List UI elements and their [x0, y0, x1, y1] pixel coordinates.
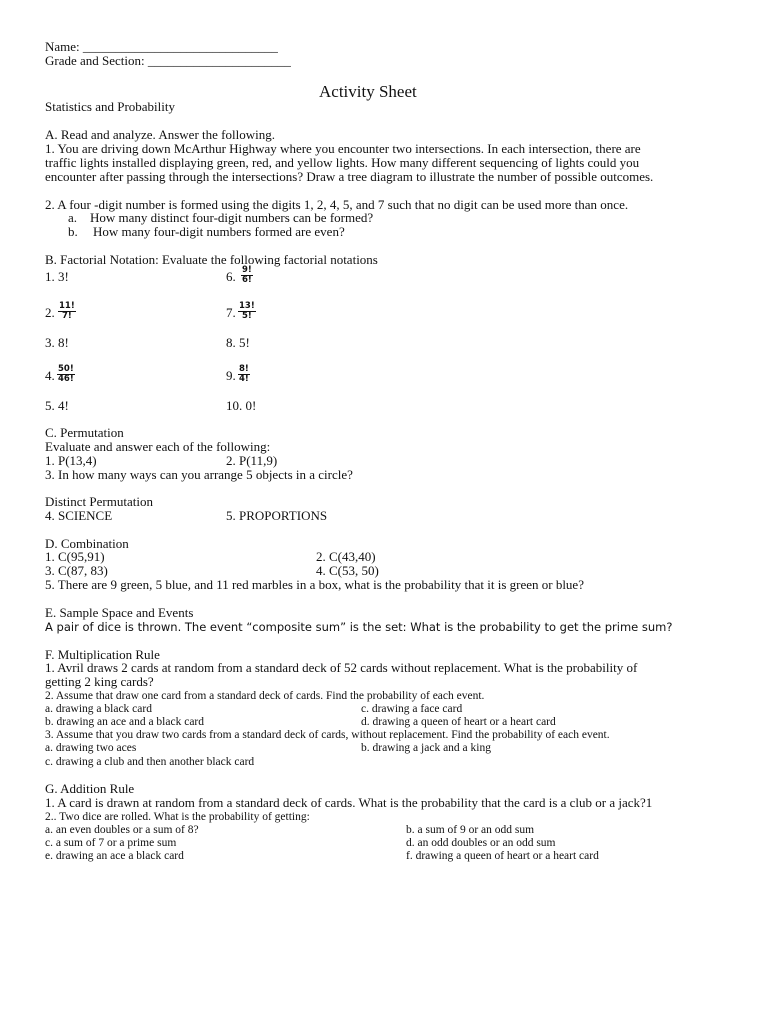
section-e-heading: E. Sample Space and Events: [45, 605, 194, 620]
permutation-item-1: 1. P(13,4): [45, 453, 97, 468]
section-a-heading: A. Read and analyze. Answer the following.: [45, 127, 275, 142]
factorial-item-6-fraction: [241, 266, 253, 285]
factorial-item-8: 8. 5!: [226, 335, 250, 350]
multiplication-q2b: b. drawing an ace and a black card: [45, 716, 205, 728]
multiplication-q2: 2. Assume that draw one card from a standard deck of cards. Find the probability of each event.: [45, 690, 485, 702]
section-a-q2a-marker: a.: [68, 210, 78, 225]
sample-space-question: A pair of dice is thrown. The event “composite sum” is the set: What is the probability to get the prime sum?: [45, 620, 673, 634]
multiplication-q2a: a. drawing a black card: [45, 703, 152, 715]
fraction-numerator: 13!: [239, 301, 255, 311]
factorial-item-6-label: 6.: [226, 269, 236, 284]
section-a-q1-line3: encounter after passing through the intersections? Draw a tree diagram to illustrate the number of possible outcomes.: [45, 169, 654, 184]
multiplication-q3b: b. drawing a jack and a king: [361, 742, 491, 754]
fraction-numerator: 8!: [239, 364, 249, 374]
addition-q2e: e. drawing an ace a black card: [45, 850, 184, 862]
name-field-line: Name: ______________________________: [45, 39, 278, 54]
fraction-denominator: 4!: [239, 374, 249, 384]
permutation-item-5: 5. PROPORTIONS: [226, 508, 328, 523]
fraction-denominator: 6!: [242, 275, 252, 285]
factorial-item-1: 1. 3!: [45, 269, 69, 284]
addition-q2b: b. a sum of 9 or an odd sum: [406, 824, 535, 836]
combination-item-2: 2. C(43,40): [316, 549, 376, 564]
addition-q2d: d. an odd doubles or an odd sum: [406, 837, 556, 849]
fraction-denominator: 7!: [61, 311, 72, 321]
multiplication-q2d: d. drawing a queen of heart or a heart card: [361, 716, 556, 728]
section-a-q2a: How many distinct four-digit numbers can be formed?: [90, 210, 374, 225]
combination-item-4: 4. C(53, 50): [316, 563, 379, 578]
factorial-item-9-fraction: [238, 365, 250, 384]
addition-q2c: c. a sum of 7 or a prime sum: [45, 837, 177, 849]
section-a-q2b-marker: b.: [68, 224, 78, 239]
permutation-item-4: 4. SCIENCE: [45, 508, 113, 523]
section-a-q1-line2: traffic lights installed displaying green, red, and yellow lights. How many different sequencing of lights could you: [45, 155, 640, 170]
multiplication-q1-line2: getting 2 king cards?: [45, 674, 154, 689]
section-d-heading: D. Combination: [45, 536, 129, 551]
factorial-item-2-fraction: [58, 302, 76, 321]
addition-q2f: f. drawing a queen of heart or a heart card: [406, 850, 599, 862]
addition-q2a: a. an even doubles or a sum of 8?: [45, 824, 199, 836]
combination-item-1: 1. C(95,91): [45, 549, 105, 564]
combination-item-5: 5. There are 9 green, 5 blue, and 11 red marbles in a box, what is the probability that it is green or blue?: [45, 577, 584, 592]
combination-item-3: 3. C(87, 83): [45, 563, 108, 578]
fraction-denominator: 5!: [241, 311, 252, 321]
factorial-item-9-label: 9.: [226, 368, 236, 383]
factorial-item-5: 5. 4!: [45, 398, 69, 413]
multiplication-q3a: a. drawing two aces: [45, 742, 137, 754]
factorial-item-10: 10. 0!: [226, 398, 257, 413]
factorial-item-4-fraction: [57, 365, 75, 384]
section-a-q2b: How many four-digit numbers formed are even?: [93, 224, 345, 239]
factorial-item-3: 3. 8!: [45, 335, 69, 350]
subject-label: Statistics and Probability: [45, 99, 175, 114]
section-c-heading: C. Permutation: [45, 425, 124, 440]
permutation-item-2: 2. P(11,9): [226, 453, 278, 468]
fraction-numerator: 11!: [59, 301, 75, 311]
factorial-item-7-fraction: [238, 302, 256, 321]
addition-q2: 2.. Two dice are rolled. What is the probability of getting:: [45, 811, 310, 823]
grade-section-field-line: Grade and Section: ______________________: [45, 53, 291, 68]
factorial-item-4-label: 4.: [45, 368, 55, 383]
section-a-q1-line1: 1. You are driving down McArthur Highway where you encounter two intersections. In each intersection, there are: [45, 141, 641, 156]
fraction-numerator: 50!: [58, 364, 74, 374]
multiplication-q3: 3. Assume that you draw two cards from a standard deck of cards, without replacement. Find the probability of each event.: [45, 729, 610, 741]
factorial-item-7-label: 7.: [226, 305, 236, 320]
section-g-heading: G. Addition Rule: [45, 781, 135, 796]
multiplication-q3c: c. drawing a club and then another black card: [45, 756, 255, 768]
fraction-numerator: 9!: [242, 265, 252, 275]
section-f-heading: F. Multiplication Rule: [45, 647, 160, 662]
section-c-intro: Evaluate and answer each of the following:: [45, 439, 271, 454]
permutation-item-3: 3. In how many ways can you arrange 5 objects in a circle?: [45, 467, 353, 482]
distinct-permutation-heading: Distinct Permutation: [45, 494, 153, 509]
factorial-item-2-label: 2.: [45, 305, 55, 320]
section-b-heading: B. Factorial Notation: Evaluate the following factorial notations: [45, 252, 378, 267]
addition-q1: 1. A card is drawn at random from a standard deck of cards. What is the probability that the card is a club or a jack?1: [45, 795, 653, 810]
multiplication-q1-line1: 1. Avril draws 2 cards at random from a standard deck of 52 cards without replacement. What is the probability of: [45, 660, 638, 675]
page-title: Activity Sheet: [319, 82, 417, 101]
section-a-q2: 2. A four -digit number is formed using the digits 1, 2, 4, 5, and 7 such that no digit can be used more than once.: [45, 197, 629, 212]
multiplication-q2c: c. drawing a face card: [361, 703, 463, 715]
fraction-denominator: 46!: [58, 374, 74, 384]
